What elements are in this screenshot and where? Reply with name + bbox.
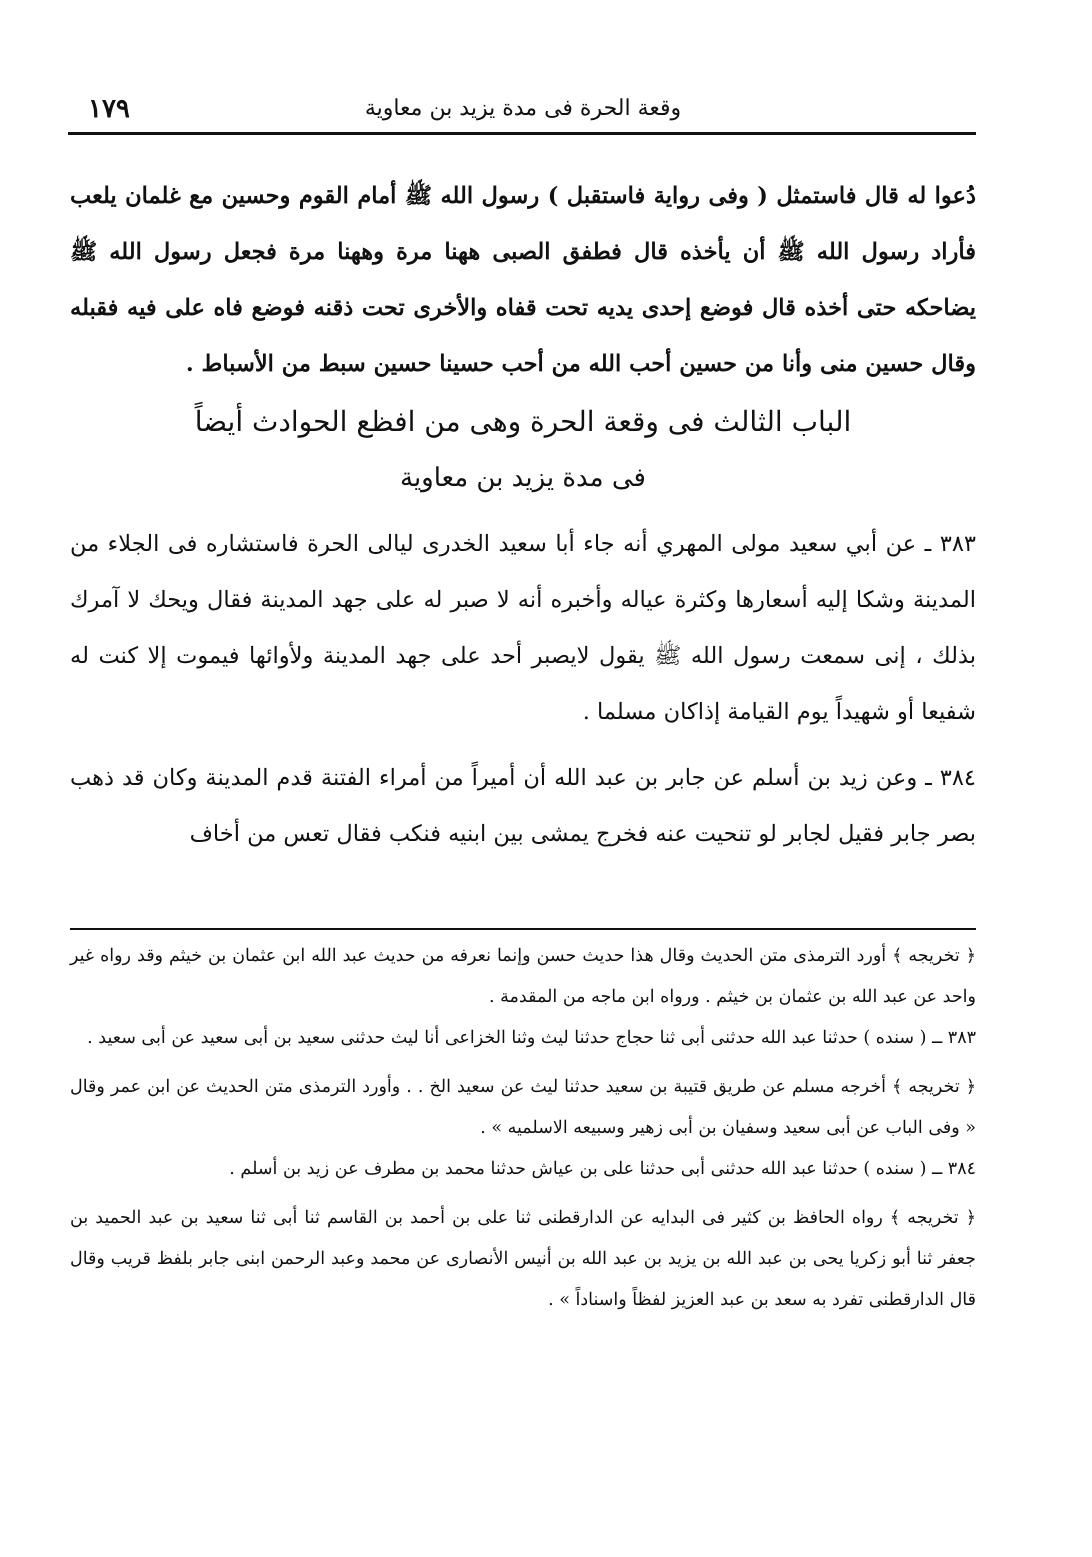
- page-header: [70, 92, 976, 132]
- page-number: ١٧٩: [88, 94, 130, 124]
- running-title: وقعة الحرة فى مدة يزيد بن معاوية: [364, 96, 682, 121]
- footnotes: [70, 936, 976, 1321]
- main-text: [70, 168, 976, 862]
- hadith-384: ٣٨٤ ـ وعن زيد بن أسلم عن جابر بن عبد الله أن أميراً من أمراء الفتنة قدم المدينة وكان قد ذهب بصر جابر فقيل لجابر لو تنحيت عنه فخرج يمشى بين ابنيه فنكب فقال تعس من أخاف: [70, 765, 976, 847]
- footnote-takhrij-383: ﴿ تخريجه ﴾ أخرجه مسلم عن طريق قتيبة بن سعيد حدثنا ليث عن سعيد الخ . . وأورد الترمذى متن الحديث عن ابن عمر وقال « وفى الباب عن أبى سعيد وسفيان بن أبى زهير وسبيعه الاسلميه » .: [70, 1077, 976, 1138]
- footnote-rule: [70, 928, 976, 930]
- opening-paragraph: دُعوا له قال فاستمثل ( وفى رواية فاستقبل ) رسول الله ﷺ أمام القوم وحسين مع غلمان يلعب فأراد رسول الله ﷺ أن يأخذه قال فطفق الصبى ههنا مرة وههنا مرة فجعل رسول الله ﷺ يضاحكه حتى أخذه قال فوضع إحدى يديه تحت قفاه والأخرى تحت ذقنه فوضع فاه على فيه فقبله وقال حسين منى وأنا من حسين أحب الله من أحب حسينا حسين سبط من الأسباط .: [70, 183, 976, 377]
- chapter-heading: [70, 394, 976, 506]
- footnote-takhrij-previous: ﴿ تخريجه ﴾ أورد الترمذى متن الحديث وقال هذا حديث حسن وإنما نعرفه من حديث عبد الله ابن عثمان بن خيثم وقد رواه غير واحد عن عبد الله بن عثمان بن خيثم . ورواه ابن ماجه من المقدمة .: [70, 946, 976, 1007]
- header-rule: [68, 132, 976, 135]
- chapter-title-line1: الباب الثالث فى وقعة الحرة وهى من افظع الحوادث أيضاً: [194, 405, 852, 438]
- hadith-383: ٣٨٣ ـ عن أبي سعيد مولى المهري أنه جاء أبا سعيد الخدرى ليالى الحرة فاستشاره فى الجلاء من المدينة وشكا إليه أسعارها وكثرة عياله وأخبره أنه لا صبر له على جهد المدينة فقال ويحك لا آمرك بذلك ، إنى سمعت رسول الله ﷺ يقول لايصبر أحد على جهد المدينة ولأوائها فيموت إلا كنت له شفيعا أو شهيداً يوم القيامة إذاكان مسلما .: [70, 531, 976, 725]
- footnote-sanad-383: ٣٨٣ ــ ( سنده ) حدثنا عبد الله حدثنى أبى ثنا حجاج حدثنا ليث وثنا الخزاعى أنا ليث حدثنى سعيد بن أبى سعيد عن أبى سعيد .: [87, 1028, 976, 1048]
- footnote-takhrij-384: ﴿ تخريجه ﴾ رواه الحافظ بن كثير فى البدايه عن الدارقطنى ثنا على بن أحمد بن القاسم ثنا أبى ثنا سعيد بن عبد الحميد بن جعفر ثنا أبو زكريا يحى بن عبد الله بن يزيد بن عبد الله بن أنيس الأنصارى عن محمد وعبد الرحمن ابنى جابر بلفظ قريب وقال قال الدارقطنى تفرد به سعد بن عبد العزيز لفظاً واسناداً » .: [70, 1208, 976, 1310]
- chapter-title-line2: فى مدة يزيد بن معاوية: [400, 463, 646, 493]
- footnote-sanad-384: ٣٨٤ ــ ( سنده ) حدثنا عبد الله حدثنى أبى حدثنا على بن عياش حدثنا محمد بن مطرف عن زيد بن أسلم .: [229, 1159, 976, 1179]
